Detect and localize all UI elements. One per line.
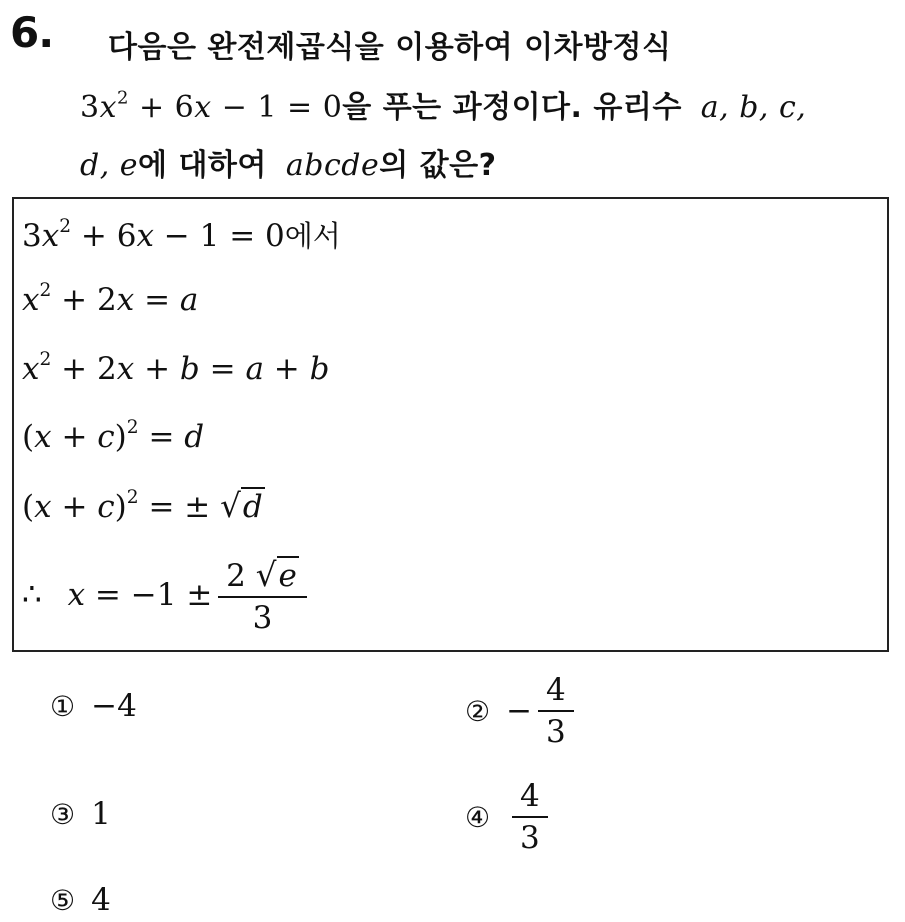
therefore-symbol: ∴ [22, 576, 42, 613]
step-1-expression: $3x^2 + 6x - 1 = 0$ [22, 216, 285, 254]
choice-3-value: 1 [91, 796, 111, 832]
question-number: 6. [10, 8, 54, 57]
question-line-3-text-a: 에 대하여 [138, 148, 267, 183]
choice-1-value: −4 [91, 688, 137, 724]
solution-step-3: $x^2 + 2x + b = a + b$ [22, 349, 330, 387]
sqrt-d: √d [220, 487, 263, 525]
solution-step-6: ∴ x = −1 ± $\frac{2 √e}{3}$ [22, 556, 303, 636]
question-equation: $3x^2 + 6x - 1 = 0$ [80, 87, 343, 125]
question-line-3-text-b: 의 값은? [379, 148, 497, 183]
question-vars-de: d, e [80, 148, 139, 183]
choice-5[interactable]: ⑤ 4 [50, 882, 111, 918]
choice-1[interactable]: ① −4 [50, 688, 137, 724]
question-line-1: 다음은 완전제곱식을 이용하여 이차방정식 [108, 30, 672, 65]
step-1-suffix: 에서 [284, 219, 341, 253]
solution-step-1 [22, 214, 341, 255]
question-vars-abc: a, b, c, [700, 90, 807, 125]
question-line-2 [80, 82, 806, 126]
choice-4[interactable]: ④ $\frac{4}{3}$ [465, 778, 544, 856]
solution-step-2: $x^2 + 2x = a$ [22, 280, 199, 318]
question-line-3 [80, 140, 497, 184]
choice-3[interactable]: ③ 1 [50, 796, 111, 832]
choice-4-fraction: $\frac{4}{3}$ [516, 778, 544, 856]
choice-2-fraction: $\frac{4}{3}$ [542, 672, 570, 750]
solution-step-4: $(x + c)^2 = d$ [22, 417, 205, 455]
choice-5-value: 4 [91, 882, 111, 918]
solution-step-5: $(x + c)^2$ = ± √d [22, 487, 263, 525]
choice-2[interactable]: ② − $\frac{4}{3}$ [465, 672, 570, 750]
question-line-2-text: 을 푸는 과정이다. 유리수 [342, 90, 682, 125]
question-product: abcde [285, 148, 380, 183]
step-6-fraction: $\frac{2 √e}{3}$ [222, 556, 303, 636]
